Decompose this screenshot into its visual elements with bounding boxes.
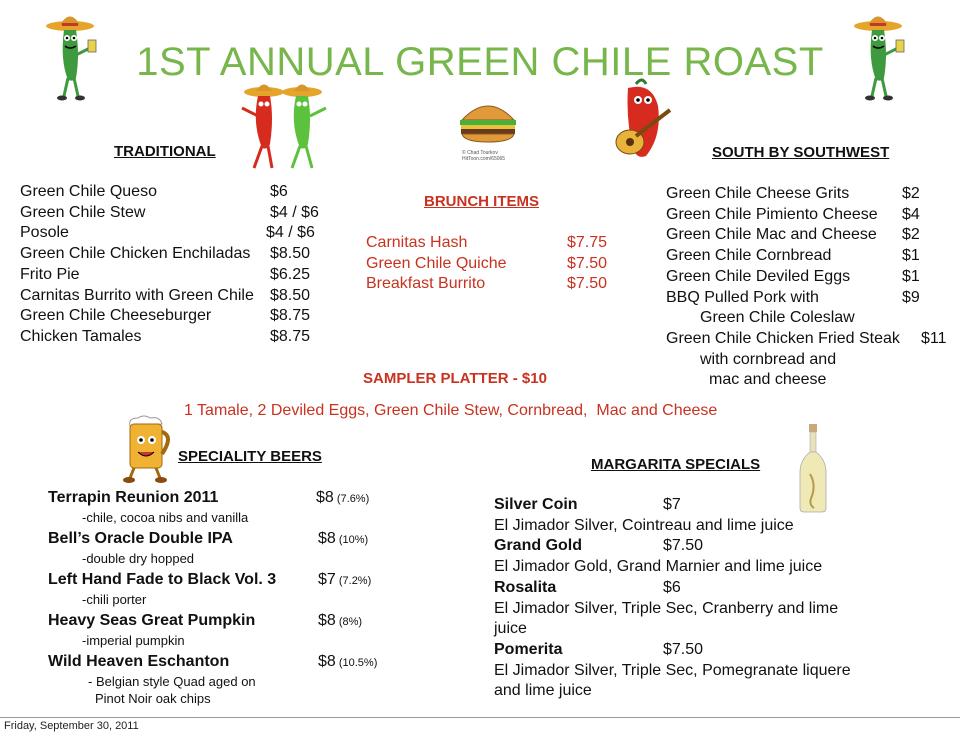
menu-item-subline: with cornbread and: [700, 350, 837, 368]
chile-mascot-left-icon: [40, 10, 110, 105]
footer-divider: [0, 717, 960, 718]
beer-mug-icon: [120, 414, 176, 484]
menu-item-price: $2: [902, 226, 920, 244]
dancing-chiles-icon: [232, 78, 334, 174]
margarita-description: juice: [494, 620, 527, 638]
beer-price: $7 (7.2%): [318, 571, 372, 588]
tequila-bottle-icon: [796, 424, 830, 514]
brunch-heading: BRUNCH ITEMS: [424, 193, 539, 210]
margarita-description: and lime juice: [494, 682, 592, 700]
menu-item-subline: Green Chile Coleslaw: [700, 309, 855, 327]
beer-description: -chile, cocoa nibs and vanilla: [82, 510, 249, 525]
beer-name: Left Hand Fade to Black Vol. 3: [48, 571, 277, 588]
traditional-heading: TRADITIONAL: [114, 143, 216, 160]
menu-item-name: Green Chile Queso: [20, 183, 157, 200]
menu-item-price: $1: [902, 267, 920, 285]
beer-description: -imperial pumpkin: [82, 633, 185, 648]
menu-item-price: $8.75: [270, 307, 311, 325]
beer-abv: (10%): [335, 534, 369, 546]
menu-item-price: $9: [902, 288, 920, 306]
margarita-description: El Jimador Gold, Grand Marnier and lime juice: [494, 558, 823, 576]
menu-item-name: Green Chile Chicken Enchiladas: [20, 245, 251, 263]
beer-name: Terrapin Reunion 2011: [48, 489, 219, 506]
beers-heading: SPECIALITY BEERS: [178, 448, 322, 465]
menu-item-name: Green Chile Cheeseburger: [20, 307, 212, 325]
margaritas-heading: MARGARITA SPECIALS: [591, 456, 761, 473]
margarita-name: Rosalita: [494, 578, 557, 596]
menu-item-price: $4 / $6: [270, 203, 319, 221]
beer-name: Bell’s Oracle Double IPA: [48, 530, 233, 547]
margarita-price: $7.50: [663, 640, 704, 658]
sampler-description: 1 Tamale, 2 Deviled Eggs, Green Chile Stew, Cornbread, Mac and Cheese: [184, 402, 718, 419]
menu-item-name: Frito Pie: [20, 265, 80, 283]
footer-date: Friday, September 30, 2011: [4, 720, 139, 732]
menu-item-price: $11: [921, 329, 947, 347]
margarita-price: $6: [663, 578, 681, 596]
menu-item-name: Carnitas Burrito with Green Chile: [20, 286, 254, 304]
menu-item-name: Posole: [20, 224, 69, 242]
menu-item-name: Green Chile Pimiento Cheese: [666, 205, 878, 223]
menu-item-name: BBQ Pulled Pork with: [666, 288, 819, 306]
beer-abv: (10.5%): [335, 657, 378, 669]
beer-description: - Belgian style Quad aged on: [88, 674, 256, 689]
margarita-name: Pomerita: [494, 640, 563, 658]
beer-price: $8 (8%): [318, 612, 363, 629]
menu-item-price: $4 / $6: [266, 224, 315, 242]
beer-price: $8 (10.5%): [318, 653, 378, 670]
chile-mascot-right-icon: [848, 10, 918, 105]
beer-name: Wild Heaven Eschanton: [48, 653, 230, 670]
menu-item-price: $2: [902, 185, 920, 202]
margarita-price: $7.50: [663, 537, 704, 555]
margarita-price: $7: [663, 496, 681, 513]
menu-item-price: $6: [270, 183, 288, 200]
menu-item-name: Breakfast Burrito: [366, 275, 486, 293]
beer-price: $8 (10%): [318, 530, 369, 547]
burger-icon: [456, 98, 520, 144]
menu-item-price: $7.75: [567, 234, 608, 251]
menu-item-price: $1: [902, 247, 920, 265]
margarita-name: Grand Gold: [494, 537, 582, 555]
burger-caption: © Chad Tourkov HitToon.com/65065: [462, 150, 506, 162]
margarita-description: El Jimador Silver, Cointreau and lime juice: [494, 516, 794, 534]
menu-item-name: Green Chile Chicken Fried Steak: [666, 329, 900, 347]
menu-item-name: Carnitas Hash: [366, 234, 468, 251]
beer-description: -double dry hopped: [82, 551, 195, 566]
menu-item-subline: mac and cheese: [709, 371, 827, 389]
menu-item-name: Green Chile Deviled Eggs: [666, 267, 851, 285]
menu-item-name: Green Chile Mac and Cheese: [666, 226, 877, 244]
menu-item-price: $8.50: [270, 245, 311, 263]
margarita-description: El Jimador Silver, Triple Sec, Cranberry and lime: [494, 599, 839, 617]
beer-abv: (7.2%): [335, 575, 372, 587]
beer-price: $8 (7.6%): [316, 489, 370, 506]
menu-item-name: Chicken Tamales: [20, 327, 142, 345]
beer-description: -chili porter: [82, 592, 147, 607]
menu-item-name: Green Chile Cornbread: [666, 247, 832, 265]
menu-item-price: $4: [902, 205, 920, 223]
margarita-name: Silver Coin: [494, 496, 578, 513]
southwest-heading: SOUTH BY SOUTHWEST: [712, 144, 890, 161]
guitar-chile-icon: [606, 76, 680, 176]
beer-name: Heavy Seas Great Pumpkin: [48, 612, 256, 629]
beer-description: Pinot Noir oak chips: [95, 691, 211, 706]
menu-item-name: Green Chile Cheese Grits: [666, 185, 850, 202]
beer-abv: (7.6%): [333, 493, 370, 505]
page-title: 1ST ANNUAL GREEN CHILE ROAST: [136, 40, 824, 84]
menu-item-price: $7.50: [567, 275, 608, 293]
menu-item-name: Green Chile Quiche: [366, 254, 507, 272]
menu-item-price: $8.50: [270, 286, 311, 304]
menu-item-price: $8.75: [270, 327, 311, 345]
sampler-heading: SAMPLER PLATTER - $10: [363, 370, 547, 387]
beer-abv: (8%): [335, 616, 363, 628]
menu-item-price: $6.25: [270, 265, 311, 283]
menu-item-name: Green Chile Stew: [20, 203, 146, 221]
margarita-description: El Jimador Silver, Triple Sec, Pomegranate liquere: [494, 661, 851, 679]
menu-item-price: $7.50: [567, 254, 608, 272]
